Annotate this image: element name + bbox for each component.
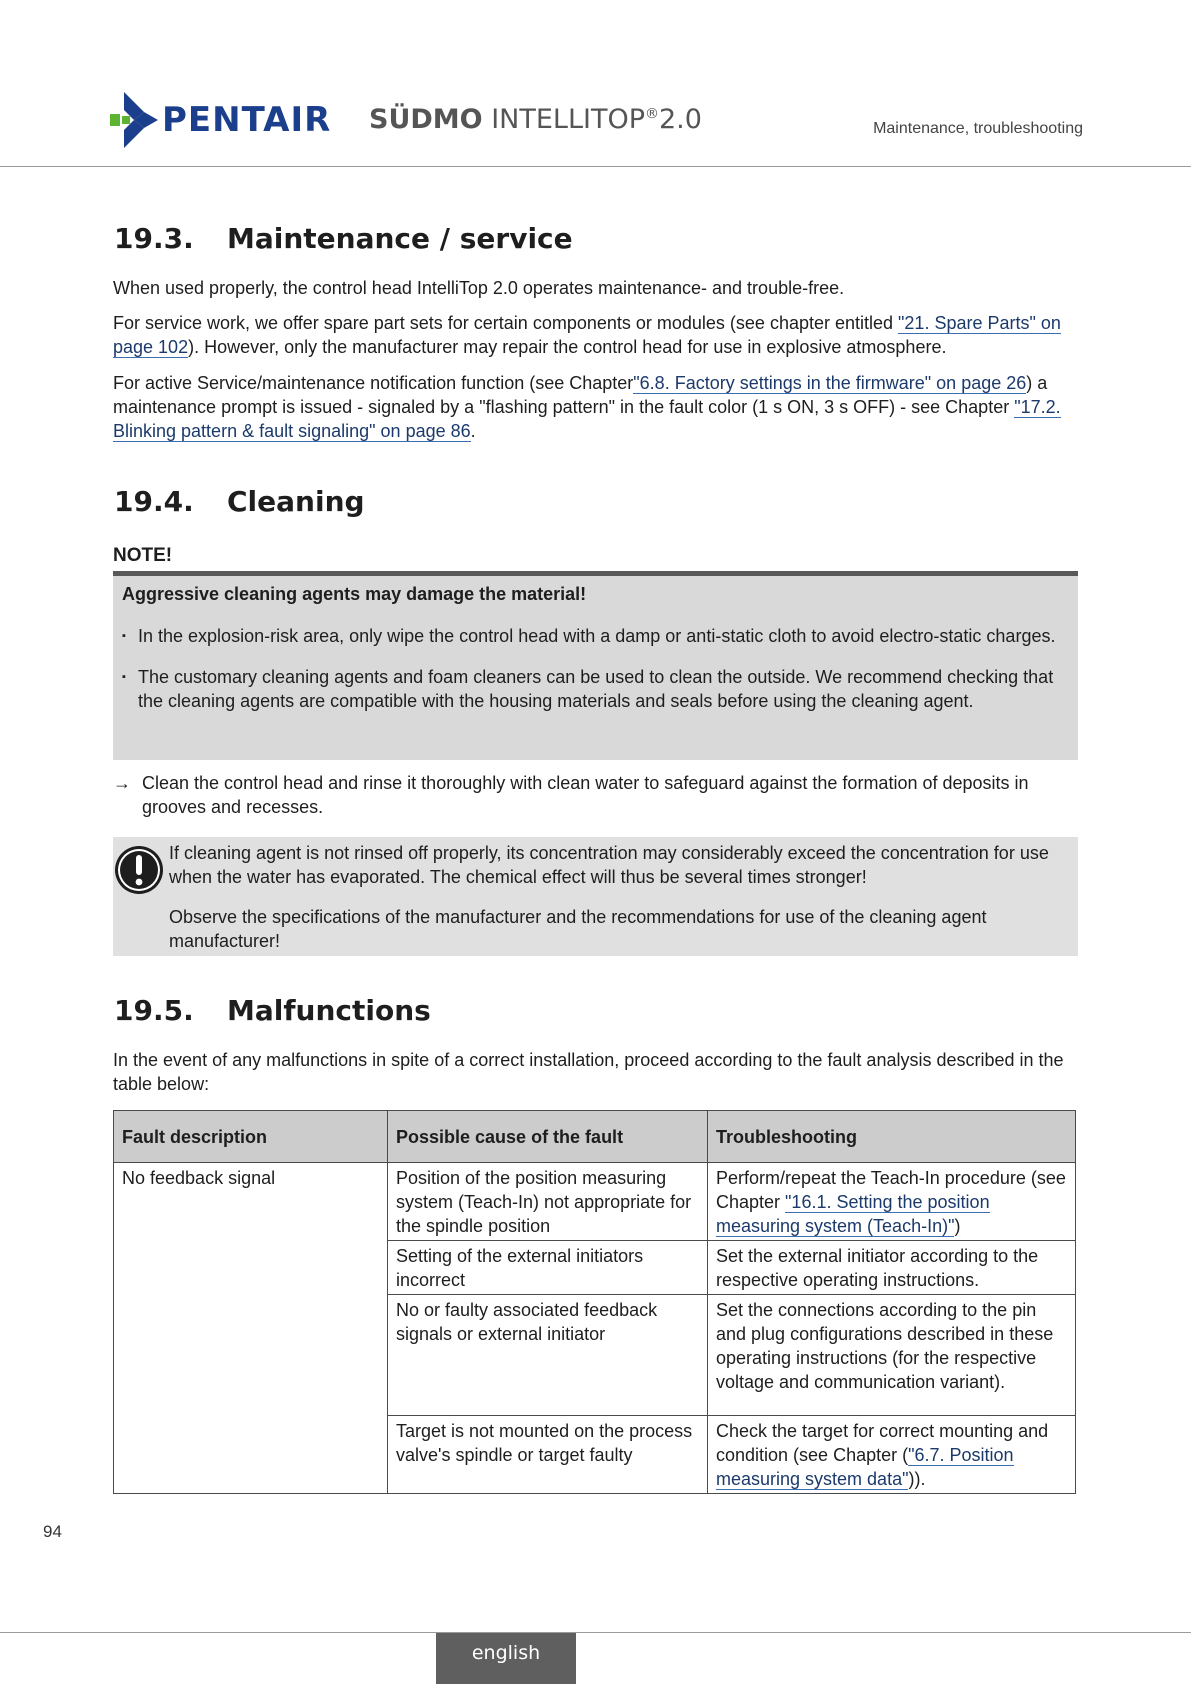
maintenance-paragraph-3: [113, 371, 1078, 443]
link-teach-in[interactable]: "16.1. Setting the position measuring system (Teach-In)": [716, 1192, 990, 1236]
text-span: Check the target for correct mounting and condition (see Chapter (: [716, 1421, 1049, 1465]
cause-cell: Setting of the external initiators incorrect: [388, 1241, 708, 1295]
fault-cell: No feedback signal: [114, 1163, 388, 1494]
link-factory-settings[interactable]: "6.8. Factory settings in the firmware" on page 26: [633, 373, 1027, 393]
link-spare-parts[interactable]: "21. Spare Parts" on page 102: [113, 313, 1061, 357]
link-position-measuring[interactable]: "6.7. Position measuring system data": [716, 1445, 1014, 1489]
registered-mark: ®: [644, 106, 659, 122]
column-header: Fault description: [114, 1111, 388, 1163]
text-span: For active Service/maintenance notification function (see Chapter: [113, 373, 634, 393]
fix-cell: [708, 1416, 1076, 1494]
warning-text-2: Observe the specifications of the manufacturer and the recommendations for use of the cleaning agent manufacturer!: [169, 907, 987, 951]
brand-name: PENTAIR: [162, 100, 332, 140]
product-model: INTELLITOP: [482, 104, 645, 135]
cause-cell: No or faulty associated feedback signals or external initiator: [388, 1295, 708, 1416]
fix-cell: Set the connections according to the pin and plug configurations described in these operating instructions (for the respective voltage and communication variant).: [708, 1295, 1076, 1416]
text-span: ): [954, 1216, 961, 1236]
heading-number: 19.5.: [114, 994, 194, 1027]
column-header: Troubleshooting: [708, 1111, 1076, 1163]
link-blinking-pattern[interactable]: "17.2. Blinking pattern & fault signaling" on page 86: [113, 397, 1061, 441]
heading-cleaning: [114, 485, 365, 518]
header-section-title: Maintenance, troubleshooting: [873, 120, 1083, 137]
list-item: ▪ In the explosion-risk area, only wipe the control head with a damp or anti-static cloth to avoid electro-static charges.: [122, 624, 1067, 648]
page-header: [0, 0, 1191, 168]
maintenance-paragraph-1: When used properly, the control head IntelliTop 2.0 operates maintenance- and trouble-free.: [113, 278, 845, 298]
text-span: .: [470, 421, 476, 441]
heading-number: 19.3.: [114, 222, 194, 255]
malfunctions-intro: In the event of any malfunctions in spite of a correct installation, proceed according to the fault analysis described in the table below:: [113, 1050, 1064, 1094]
pentair-logo: [110, 92, 331, 148]
text-span: Perform/repeat the Teach-In procedure (see Chapter: [716, 1168, 1066, 1212]
text-span: For service work, we offer spare part sets for certain components or modules (see chapter entitled: [113, 313, 899, 333]
fix-cell: Set the external initiator according to the respective operating instructions.: [708, 1241, 1076, 1295]
heading-malfunctions: [114, 994, 431, 1027]
footer-divider: [0, 1632, 1191, 1633]
table-row: [114, 1163, 1076, 1241]
table-header-row: [114, 1111, 1076, 1163]
pentair-logo-icon: [110, 92, 158, 148]
heading-title: Malfunctions: [227, 994, 431, 1027]
warning-text-1: If cleaning agent is not rinsed off properly, its concentration may considerably exceed the concentration for use when the water has evaporated. The chemical effect will thus be several times stronger!: [169, 843, 1049, 887]
list-item: ▪ The customary cleaning agents and foam cleaners can be used to clean the outside. We recommend checking that the cleaning agents are compatible with the housing materials and seals before using the cleaning agent.: [122, 665, 1067, 713]
exclamation-icon: [114, 845, 164, 895]
page-number: 94: [43, 1522, 62, 1541]
footer-language-tab: english: [436, 1633, 576, 1684]
column-header: Possible cause of the fault: [388, 1111, 708, 1163]
cause-cell: Target is not mounted on the process valve's spindle or target faulty: [388, 1416, 708, 1494]
heading-title: Maintenance / service: [227, 222, 573, 255]
heading-title: Cleaning: [227, 485, 365, 518]
cleaning-step: [113, 771, 1078, 819]
product-version: 2.0: [658, 104, 702, 135]
header-divider: [0, 166, 1191, 167]
arrow-right-icon: →: [113, 773, 131, 793]
fix-cell: [708, 1163, 1076, 1241]
text-span: )).: [908, 1469, 926, 1489]
product-brand: SÜDMO: [369, 104, 483, 135]
warning-box: [113, 837, 1078, 956]
text-span: ). However, only the manufacturer may repair the control head for use in explosive atmosphere.: [188, 337, 947, 357]
heading-maintenance: [114, 222, 573, 255]
note-list: [122, 624, 1067, 730]
note-box: [113, 571, 1078, 760]
cause-cell: Position of the position measuring system (Teach-In) not appropriate for the spindle position: [388, 1163, 708, 1241]
note-label: NOTE!: [113, 545, 173, 566]
maintenance-paragraph-2: [113, 311, 1078, 359]
note-title: Aggressive cleaning agents may damage the material!: [122, 584, 587, 604]
heading-number: 19.4.: [114, 485, 194, 518]
product-name: [369, 104, 702, 135]
fault-table: [113, 1110, 1076, 1494]
step-text: Clean the control head and rinse it thoroughly with clean water to safeguard against the formation of deposits in grooves and recesses.: [142, 773, 1029, 817]
text-span: ) a maintenance prompt is issued - signaled by a "flashing pattern" in the fault color (1 s ON, 3 s OFF) - see Chapter: [113, 373, 1048, 417]
